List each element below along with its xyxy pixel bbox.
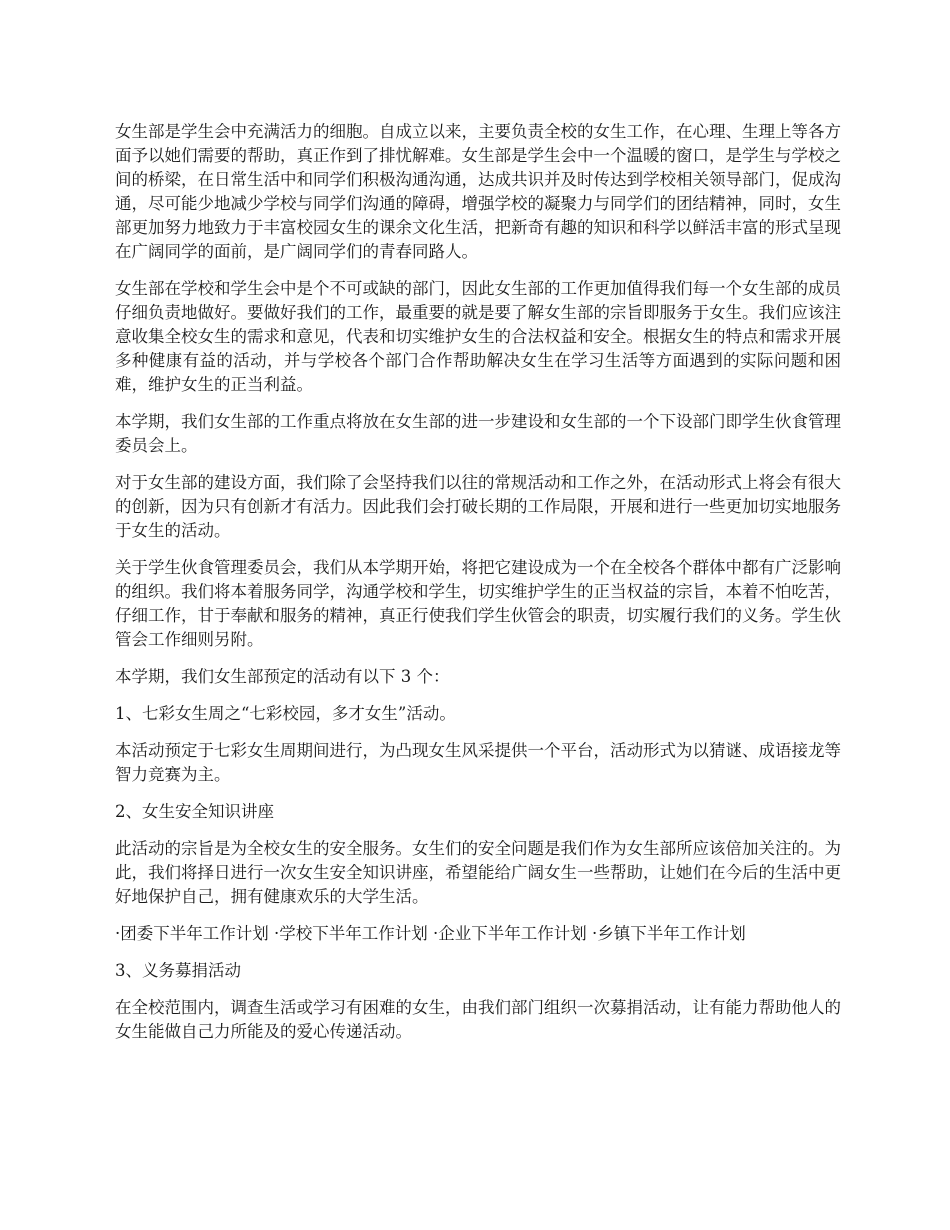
activity-heading-3: 3、义务募捐活动 <box>115 961 241 980</box>
paragraph-activities-intro: 本学期，我们女生部预定的活动有以下 3 个： <box>115 667 450 686</box>
paragraph-department-role: 女生部在学校和学生会中是个不可或缺的部门，因此女生部的工作更加值得我们每一个女生部的成员仔细负责地做好。要做好我们的工作，最重要的就是要了解女生部的宗旨即服务于女生。我们应该注意收集全校女生的需求和意见，代表和切实维护女生的合法权益和安全。根据女生的特点和需求开展多种健康有益的活动，并与学校各个部门合作帮助解决女生在学习生活等方面遇到的实际问题和困难，维护女生的正当利益。 <box>115 279 841 394</box>
activity-description-2: 此活动的宗旨是为全校女生的安全服务。女生们的安全问题是我们作为女生部所应该倍加关注的。为此，我们将择日进行一次女生安全知识讲座，希望能给广阔女生一些帮助，让她们在今后的生活中更好地保护自己，拥有健康欢乐的大学生活。 <box>115 839 841 906</box>
activity-heading-2: 2、女生安全知识讲座 <box>115 802 274 821</box>
paragraph-department-building: 对于女生部的建设方面，我们除了会坚持我们以往的常规活动和工作之外，在活动形式上将会有很大的创新，因为只有创新才有活力。因此我们会打破长期的工作局限，开展和进行一些更加切实地服务于女生的活动。 <box>115 473 841 540</box>
activity-description-1: 本活动预定于七彩女生周期间进行，为凸现女生风采提供一个平台，活动形式为以猜谜、成语接龙等智力竞赛为主。 <box>115 741 841 784</box>
paragraph-semester-focus: 本学期，我们女生部的工作重点将放在女生部的进一步建设和女生部的一个下设部门即学生伙食管理委员会上。 <box>115 412 841 455</box>
document-body <box>115 120 841 1057</box>
related-links-line: ·团委下半年工作计划 ·学校下半年工作计划 ·企业下半年工作计划 ·乡镇下半年工作计划 <box>115 924 746 943</box>
paragraph-intro: 女生部是学生会中充满活力的细胞。自成立以来，主要负责全校的女生工作，在心理、生理上等各方面予以她们需要的帮助，真正作到了排忧解难。女生部是学生会中一个温暖的窗口，是学生与学校之间的桥梁，在日常生活中和同学们积极沟通沟通，达成共识并及时传达到学校相关领导部门，促成沟通，尽可能少地减少学校与同学们沟通的障碍，增强学校的凝聚力与同学们的团结精神，同时，女生部更加努力地致力于丰富校园女生的课余文化生活，把新奇有趣的知识和科学以鲜活丰富的形式呈现在广阔同学的面前，是广阔同学们的青春同路人。 <box>115 122 841 261</box>
activity-heading-1: 1、七彩女生周之“七彩校园，多才女生”活动。 <box>115 704 456 723</box>
activity-description-3: 在全校范围内，调查生活或学习有困难的女生，由我们部门组织一次募捐活动，让有能力帮助他人的女生能做自己力所能及的爱心传递活动。 <box>115 998 841 1041</box>
paragraph-food-committee: 关于学生伙食管理委员会，我们从本学期开始，将把它建设成为一个在全校各个群体中都有广泛影响的组织。我们将本着服务同学，沟通学校和学生，切实维护学生的正当权益的宗旨，本着不怕吃苦，仔细工作，甘于奉献和服务的精神，真正行使我们学生伙管会的职责，切实履行我们的义务。学生伙管会工作细则另附。 <box>115 558 841 649</box>
